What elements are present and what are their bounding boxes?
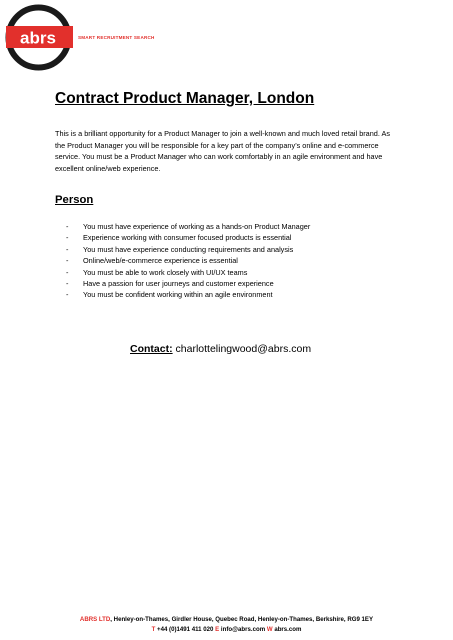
list-item <box>66 278 310 289</box>
footer-web-link[interactable]: abrs.com <box>274 625 302 633</box>
page-title: Contract Product Manager, London <box>55 90 315 107</box>
contact-line <box>130 343 311 355</box>
footer-address: , Henley-on-Thames, Girdler House, Quebec Road, Henley-on-Thames, Berkshire, RG9 1EY <box>110 616 374 623</box>
bullet-dash: - <box>66 290 69 300</box>
footer-company: ABRS LTD <box>79 616 111 623</box>
logo-text: abrs <box>20 28 56 48</box>
footer-email-link[interactable]: info@abrs.com <box>220 625 266 633</box>
list-item-text: Have a passion for user journeys and customer experience <box>83 278 274 288</box>
list-item <box>66 267 310 278</box>
footer-phone-label: T <box>151 625 156 633</box>
bullet-dash: - <box>66 244 69 254</box>
list-item <box>66 221 310 232</box>
list-item-text: Online/web/e-commerce experience is essential <box>83 256 238 266</box>
bullet-dash: - <box>66 233 69 243</box>
tagline: SMART RECRUITMENT SEARCH <box>78 35 155 40</box>
list-item-text: You must have experience conducting requirements and analysis <box>83 244 294 254</box>
footer-contact-line <box>0 625 453 635</box>
footer-web-label: W <box>266 625 273 633</box>
intro-paragraph: This is a brilliant opportunity for a Product Manager to join a well-known and much loved retail brand. As the Product Manager you will be responsible for a key part of the company’s online and e-commerce service. You must be a Product Manager who can work comfortably in an agile environment and have excellent online/web experience. <box>55 129 391 173</box>
list-item <box>66 232 310 243</box>
footer-email-label: E <box>215 625 220 633</box>
contact-email-link[interactable]: charlottelingwood@abrs.com <box>175 343 312 355</box>
requirements-list <box>66 221 310 301</box>
bullet-dash: - <box>66 222 69 231</box>
bullet-dash: - <box>66 278 69 288</box>
abrs-logo <box>4 3 73 72</box>
person-heading: Person <box>55 194 94 206</box>
list-item <box>66 255 310 266</box>
list-item-text: Experience working with consumer focused products is essential <box>83 233 292 243</box>
bullet-dash: - <box>66 256 69 266</box>
logo-ring <box>4 3 73 72</box>
footer <box>0 615 453 634</box>
list-item-text: You must have experience of working as a hands-on Product Manager <box>83 222 311 231</box>
list-item <box>66 244 310 255</box>
list-item-text: You must be confident working within an agile environment <box>83 290 273 300</box>
footer-address-line <box>0 615 453 625</box>
contact-label: Contact: <box>130 343 173 355</box>
bullet-dash: - <box>66 267 69 277</box>
list-item <box>66 289 310 300</box>
footer-phone: +44 (0)1491 411 020 <box>157 625 214 633</box>
list-item-text: You must be able to work closely with UI/UX teams <box>83 267 248 277</box>
